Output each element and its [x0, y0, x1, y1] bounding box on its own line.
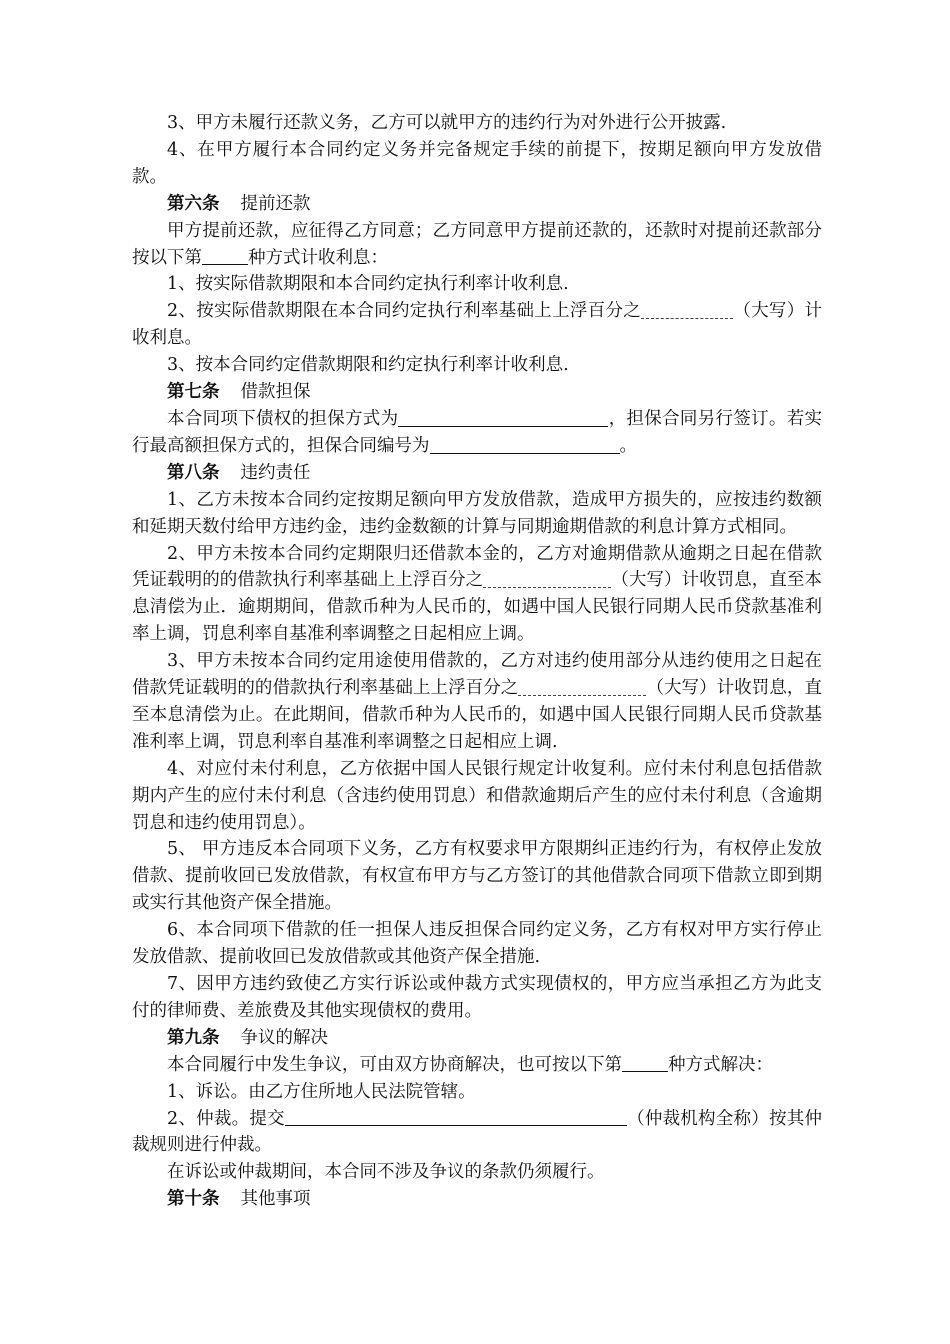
article-title: 其他事项	[240, 1189, 311, 1210]
clause-paragraph	[132, 1106, 822, 1160]
clause-text: 3、甲方未履行还款义务，乙方可以就甲方的违约行为对外进行公开披露.	[167, 113, 727, 133]
clause-paragraph	[132, 648, 822, 756]
clause-paragraph	[132, 836, 822, 917]
clause-text: 本合同履行中发生争议，可由双方协商解决，也可按以下第	[167, 1054, 622, 1075]
clause-paragraph	[132, 298, 822, 352]
clause-text: 2、仲裁。提交	[167, 1108, 285, 1129]
clause-text: ，担保合同另行签订。若实行最高额担保方式的，担保合同编号为	[132, 408, 823, 456]
clause-paragraph	[132, 541, 822, 649]
fill-in-blank	[398, 407, 608, 426]
clause-text: 3、按本合同约定借款期限和约定执行利率计收利息.	[167, 355, 569, 376]
fill-in-blank	[202, 246, 248, 265]
clause-paragraph	[132, 917, 822, 971]
fill-in-blank	[430, 434, 620, 453]
clause-paragraph	[132, 1159, 822, 1186]
clause-text: 7、因甲方违约致使乙方实行诉讼或仲裁方式实现债权的，甲方应当承担乙方为此支付的律师费、差旅费及其他实现债权的费用。	[132, 974, 822, 1021]
clause-text: 1、诉讼。由乙方住所地人民法院管辖。	[167, 1081, 476, 1102]
clause-text: 在诉讼或仲裁期间，本合同不涉及争议的条款仍须履行。	[167, 1162, 605, 1183]
clause-paragraph	[132, 971, 822, 1025]
clause-text: 种方式计收利息：	[248, 247, 388, 268]
clause-text: 5、 甲方违反本合同项下义务，乙方有权要求甲方限期纠正违约行为，有权停止发放借款、提前收回已发放借款，有权宣布甲方与乙方签订的其他借款合同项下借款立即到期或实行其他资产保全措施。	[132, 839, 822, 914]
clause-paragraph	[132, 110, 822, 137]
clause-text: （大写）计收罚息，直至本息清偿为止．逾期期间，借款币种为人民币的，如遇中国人民银行同期人民币贷款基准利率上调，罚息利率自基准利率调整之日起相应上调。	[132, 570, 822, 645]
clause-text: 本合同项下债权的担保方式为	[167, 408, 399, 429]
fill-in-blank	[483, 569, 611, 588]
fill-in-blank	[641, 300, 733, 319]
clause-paragraph	[132, 756, 822, 837]
fill-in-blank	[622, 1053, 668, 1072]
article-title: 提前还款	[240, 193, 311, 214]
article-heading	[132, 191, 822, 218]
article-number: 第十条	[167, 1189, 220, 1210]
article-title: 争议的解决	[240, 1027, 328, 1048]
fill-in-blank	[285, 1107, 627, 1126]
clause-text: 1、按实际借款期限和本合同约定执行利率计收利息.	[167, 274, 569, 295]
clause-text: 。	[619, 435, 637, 456]
clause-text: 种方式解决：	[668, 1054, 773, 1075]
clause-paragraph	[132, 406, 822, 460]
clause-paragraph	[132, 137, 822, 191]
article-heading	[132, 1186, 822, 1213]
clause-text: 3、甲方未按本合同约定用途使用借款的，乙方对违约使用部分从违约使用之日起在借款凭证载明的的借款执行利率基础上上浮百分之	[132, 651, 822, 699]
article-number: 第六条	[167, 193, 220, 214]
article-heading	[132, 460, 822, 487]
article-heading	[132, 1025, 822, 1052]
article-title: 借款担保	[240, 382, 311, 403]
clause-paragraph	[132, 487, 822, 541]
clause-text: 6、本合同项下借款的任一担保人违反担保合同约定义务，乙方有权对甲方实行停止发放借款、提前收回已发放借款或其他资产保全措施.	[132, 920, 822, 968]
clause-paragraph	[132, 352, 822, 379]
clause-text: 甲方提前还款，应征得乙方同意；乙方同意甲方提前还款的，还款时对提前还款部分按以下第	[132, 220, 822, 268]
clause-paragraph	[132, 218, 822, 272]
clause-text: （大写）计收利息。	[132, 301, 822, 349]
article-number: 第八条	[167, 462, 220, 483]
article-heading	[132, 379, 822, 406]
article-title: 违约责任	[240, 462, 311, 483]
clause-text: 1、乙方未按本合同约定按期足额向甲方发放借款，造成甲方损失的，应按违约数额和延期天数付给甲方违约金，违约金数额的计算与同期逾期借款的利息计算方式相同。	[132, 489, 822, 537]
clause-text: （仲裁机构全称）按其仲裁规则进行仲裁。	[132, 1108, 823, 1156]
article-number: 第九条	[167, 1027, 220, 1048]
clause-text: 2、甲方未按本合同约定期限归还借款本金的，乙方对逾期借款从逾期之日起在借款凭证载明的的借款执行利率基础上上浮百分之	[132, 543, 822, 591]
clause-paragraph	[132, 271, 822, 298]
clause-text: 4、对应付未付利息，乙方依据中国人民银行规定计收复利。应付未付利息包括借款期内产生的应付未付利息（含违约使用罚息）和借款逾期后产生的应付未付利息（含逾期罚息和违约使用罚息）。	[132, 758, 822, 833]
fill-in-blank	[518, 676, 646, 695]
contract-page	[132, 110, 822, 1213]
clause-text: 2、按实际借款期限在本合同约定执行利率基础上上浮百分之	[167, 301, 642, 322]
clause-text: （大写）计收罚息，直至本息清偿为止。在此期间，借款币种为人民币的，如遇中国人民银行同期人民币贷款基准利率上调，罚息利率自基准利率调整之日起相应上调.	[132, 678, 822, 752]
clause-paragraph	[132, 1052, 822, 1079]
clause-text: 4、在甲方履行本合同约定义务并完备规定手续的前提下，按期足额向甲方发放借款。	[132, 139, 822, 187]
clause-paragraph	[132, 1079, 822, 1106]
article-number: 第七条	[167, 382, 220, 403]
